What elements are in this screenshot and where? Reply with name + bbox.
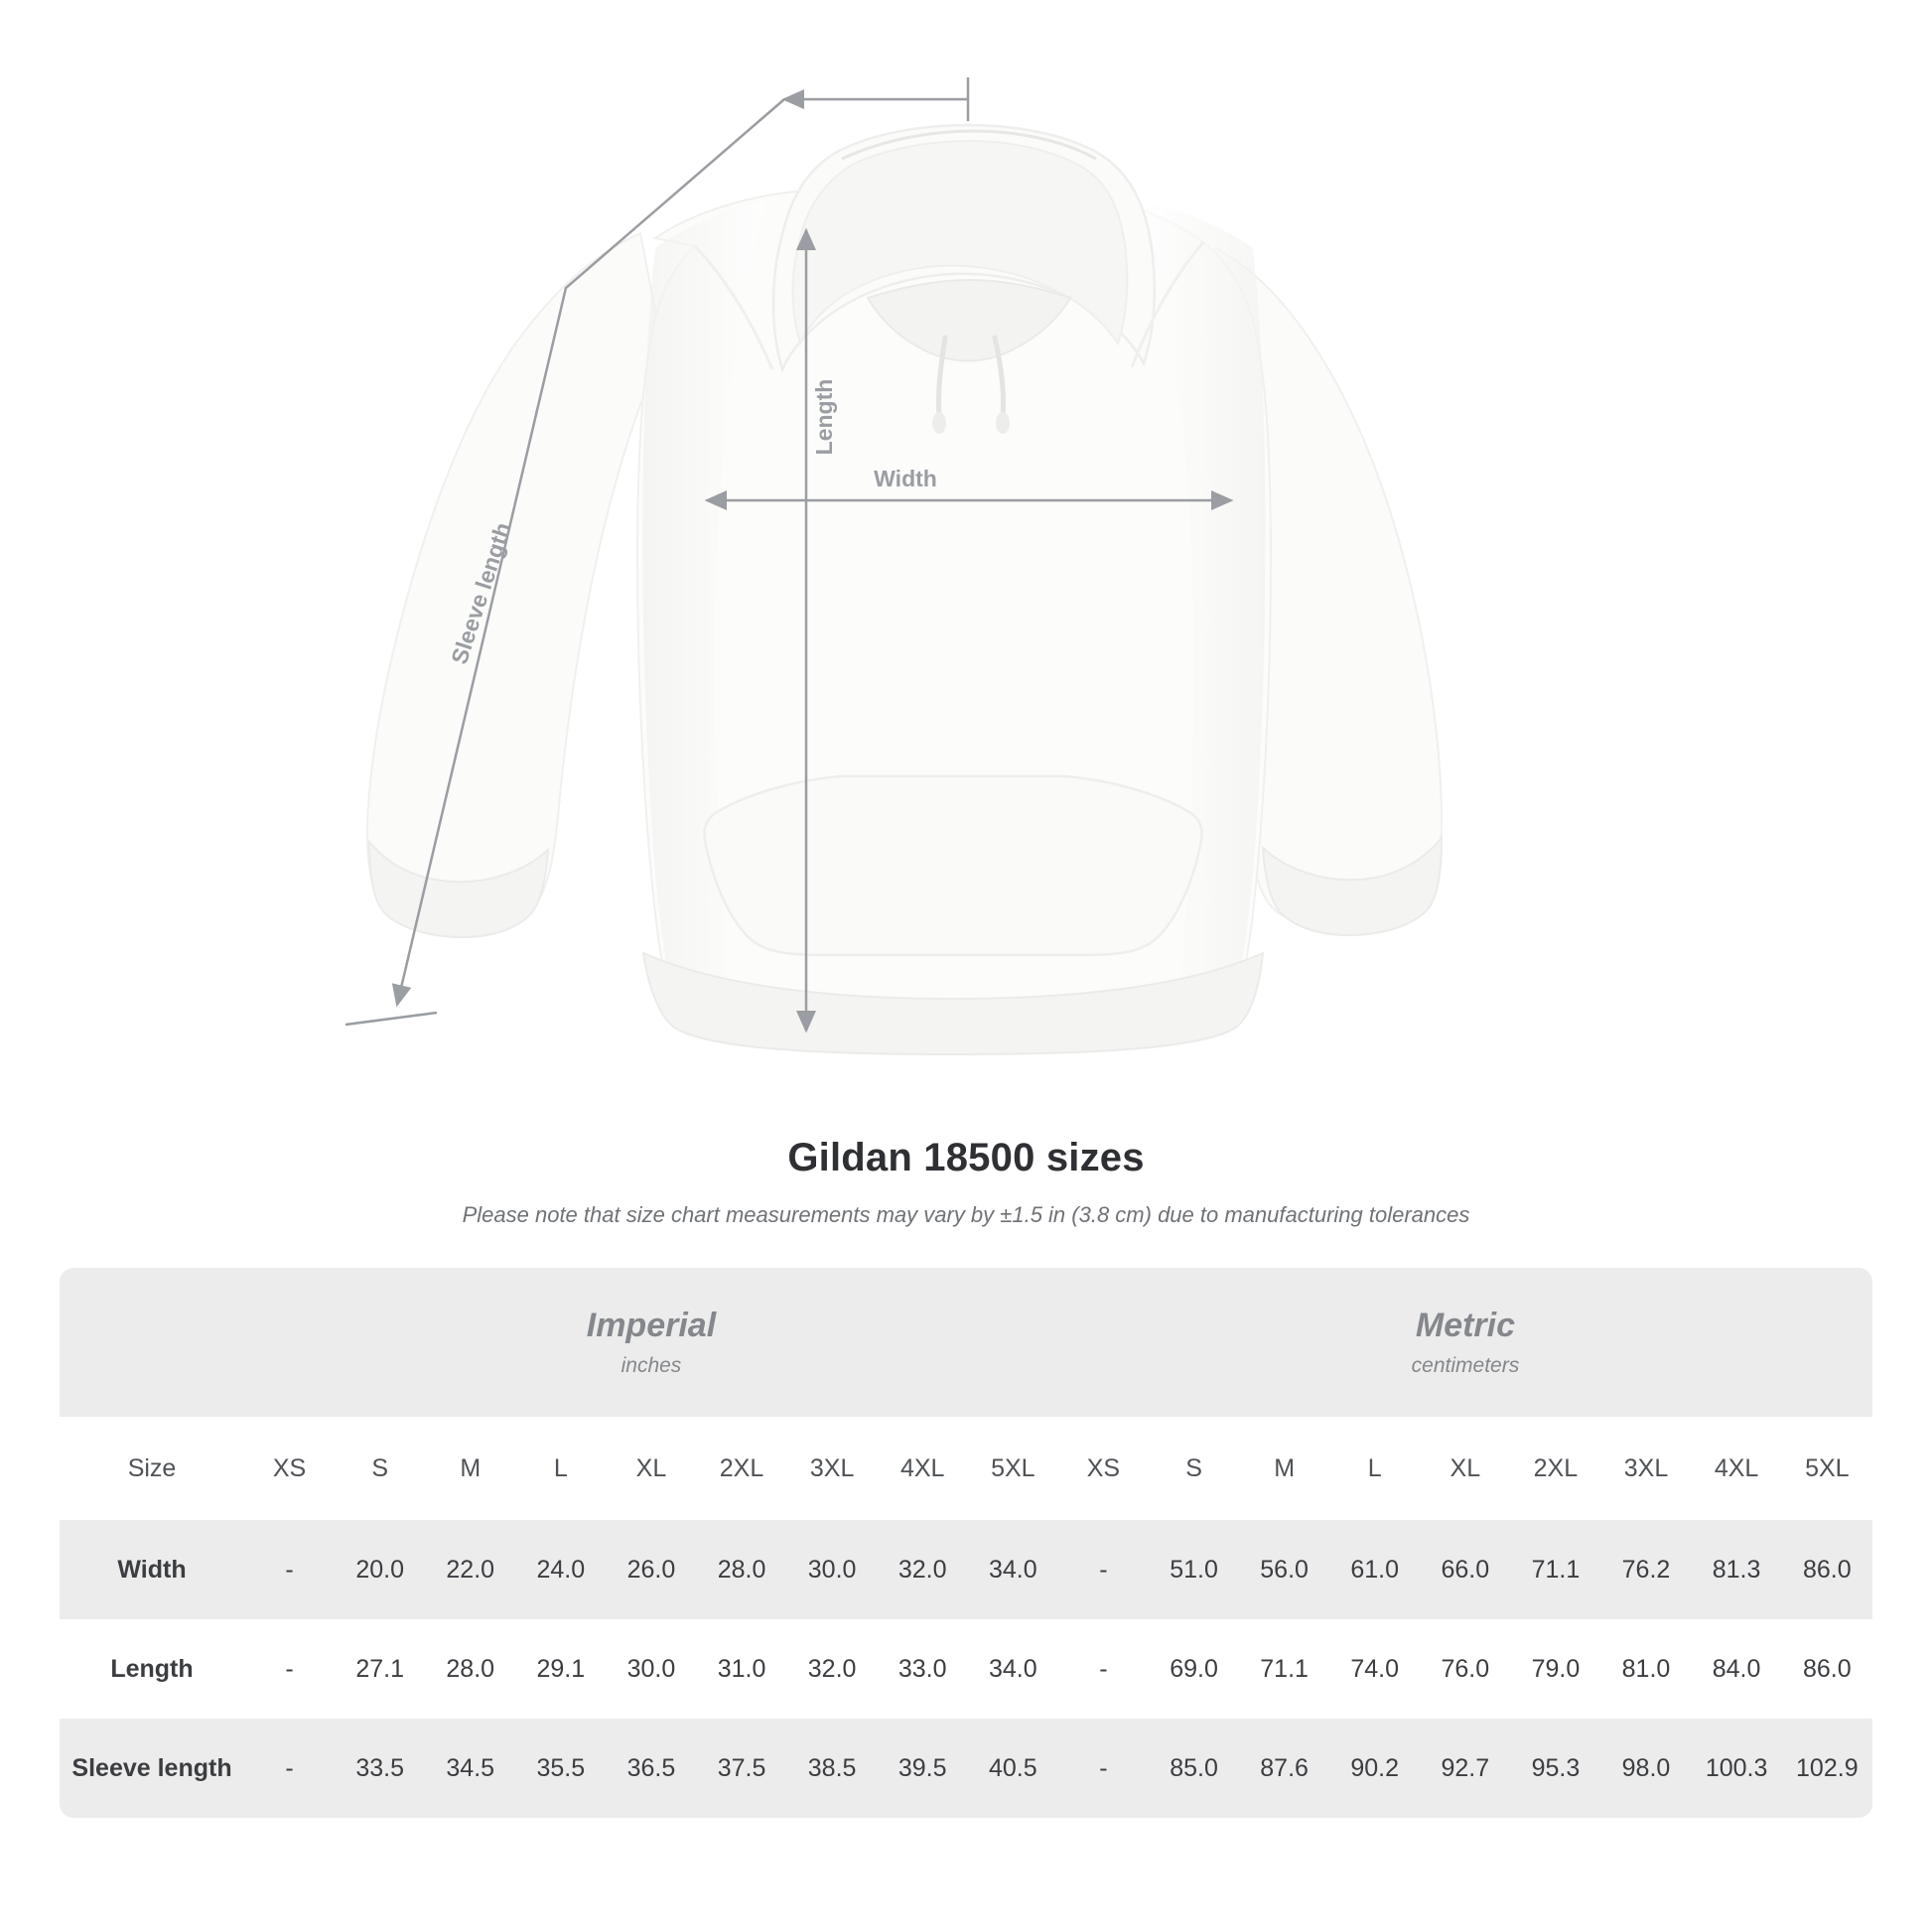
cell-sleeve-imperial-l: 35.5	[515, 1719, 606, 1818]
banner-imperial	[244, 1268, 1058, 1417]
cell-width-metric-2xl: 71.1	[1510, 1520, 1600, 1619]
cell-width-imperial-m: 22.0	[425, 1520, 515, 1619]
cell-sleeve-imperial-4xl: 39.5	[878, 1719, 968, 1818]
cell-sleeve-imperial-xl: 36.5	[606, 1719, 696, 1818]
table-row	[60, 1520, 1872, 1619]
cell-width-imperial-2xl: 28.0	[696, 1520, 786, 1619]
cell-width-metric-m: 56.0	[1239, 1520, 1329, 1619]
cell-sleeve-metric-5xl: 102.9	[1782, 1719, 1872, 1818]
row-label-sleeve-length: Sleeve length	[60, 1719, 244, 1818]
cell-length-imperial-2xl: 31.0	[696, 1619, 786, 1719]
title-block	[0, 1136, 1932, 1228]
cell-length-metric-xl: 76.0	[1420, 1619, 1510, 1719]
header-metric-s: S	[1149, 1417, 1239, 1520]
label-length: Length	[811, 378, 837, 456]
header-imperial-m: M	[425, 1417, 515, 1520]
banner-spacer	[60, 1268, 244, 1417]
header-metric-xl: XL	[1420, 1417, 1510, 1520]
tolerance-note: Please note that size chart measurements may vary by ±1.5 in (3.8 cm) due to manufacturing tolerances	[462, 1202, 1470, 1227]
header-size-label: Size	[60, 1417, 244, 1520]
hoodie-graphic	[367, 125, 1442, 1054]
header-metric-xs: XS	[1058, 1417, 1149, 1520]
label-width: Width	[874, 466, 937, 491]
cell-width-metric-s: 51.0	[1149, 1520, 1239, 1619]
cell-sleeve-metric-xl: 92.7	[1420, 1719, 1510, 1818]
size-table-wrapper	[60, 1268, 1872, 1818]
cell-sleeve-imperial-2xl: 37.5	[696, 1719, 786, 1818]
cell-width-imperial-xs: -	[244, 1520, 335, 1619]
header-metric-l: L	[1329, 1417, 1420, 1520]
banner-imperial-unit: inches	[621, 1353, 682, 1377]
cell-length-imperial-xl: 30.0	[606, 1619, 696, 1719]
cell-sleeve-metric-m: 87.6	[1239, 1719, 1329, 1818]
cell-length-imperial-3xl: 32.0	[787, 1619, 878, 1719]
table-row	[60, 1719, 1872, 1818]
header-metric-m: M	[1239, 1417, 1329, 1520]
cell-length-imperial-m: 28.0	[425, 1619, 515, 1719]
page-title: Gildan 18500 sizes	[787, 1136, 1145, 1179]
cell-width-imperial-4xl: 32.0	[878, 1520, 968, 1619]
header-imperial-3xl: 3XL	[787, 1417, 878, 1520]
cell-length-metric-m: 71.1	[1239, 1619, 1329, 1719]
header-imperial-4xl: 4XL	[878, 1417, 968, 1520]
cell-width-metric-4xl: 81.3	[1692, 1520, 1782, 1619]
cell-length-imperial-s: 27.1	[335, 1619, 425, 1719]
table-row	[60, 1619, 1872, 1719]
header-metric-2xl: 2XL	[1510, 1417, 1600, 1520]
cell-length-metric-5xl: 86.0	[1782, 1619, 1872, 1719]
cell-sleeve-metric-3xl: 98.0	[1600, 1719, 1691, 1818]
cell-sleeve-metric-xs: -	[1058, 1719, 1149, 1818]
header-imperial-xs: XS	[244, 1417, 335, 1520]
size-header-row	[60, 1417, 1872, 1520]
row-label-width: Width	[60, 1520, 244, 1619]
cell-sleeve-metric-s: 85.0	[1149, 1719, 1239, 1818]
cell-width-metric-xs: -	[1058, 1520, 1149, 1619]
banner-metric-unit: centimeters	[1411, 1353, 1520, 1377]
cell-sleeve-imperial-s: 33.5	[335, 1719, 425, 1818]
size-table	[60, 1268, 1872, 1818]
header-imperial-l: L	[515, 1417, 606, 1520]
units-banner-row	[60, 1268, 1872, 1417]
cell-length-imperial-5xl: 34.0	[968, 1619, 1058, 1719]
cell-length-metric-3xl: 81.0	[1600, 1619, 1691, 1719]
cell-sleeve-imperial-3xl: 38.5	[787, 1719, 878, 1818]
cell-length-metric-xs: -	[1058, 1619, 1149, 1719]
cell-sleeve-imperial-m: 34.5	[425, 1719, 515, 1818]
header-metric-4xl: 4XL	[1692, 1417, 1782, 1520]
cell-width-metric-5xl: 86.0	[1782, 1520, 1872, 1619]
cell-length-metric-2xl: 79.0	[1510, 1619, 1600, 1719]
banner-metric-title: Metric	[1415, 1307, 1516, 1345]
label-sleeve-length: Sleeve length	[446, 518, 516, 668]
header-imperial-s: S	[335, 1417, 425, 1520]
cell-length-metric-s: 69.0	[1149, 1619, 1239, 1719]
cell-width-metric-l: 61.0	[1329, 1520, 1420, 1619]
cell-sleeve-metric-2xl: 95.3	[1510, 1719, 1600, 1818]
cell-sleeve-imperial-xs: -	[244, 1719, 335, 1818]
header-metric-3xl: 3XL	[1600, 1417, 1691, 1520]
header-imperial-xl: XL	[606, 1417, 696, 1520]
cell-width-imperial-5xl: 34.0	[968, 1520, 1058, 1619]
cell-width-metric-3xl: 76.2	[1600, 1520, 1691, 1619]
cell-width-metric-xl: 66.0	[1420, 1520, 1510, 1619]
cell-sleeve-metric-4xl: 100.3	[1692, 1719, 1782, 1818]
cell-width-imperial-l: 24.0	[515, 1520, 606, 1619]
cell-length-imperial-xs: -	[244, 1619, 335, 1719]
cell-width-imperial-xl: 26.0	[606, 1520, 696, 1619]
row-label-length: Length	[60, 1619, 244, 1719]
cell-width-imperial-3xl: 30.0	[787, 1520, 878, 1619]
header-metric-5xl: 5XL	[1782, 1417, 1872, 1520]
banner-metric	[1058, 1268, 1872, 1417]
header-imperial-5xl: 5XL	[968, 1417, 1058, 1520]
banner-imperial-title: Imperial	[586, 1307, 717, 1345]
cell-length-imperial-4xl: 33.0	[878, 1619, 968, 1719]
cell-length-metric-4xl: 84.0	[1692, 1619, 1782, 1719]
cell-length-imperial-l: 29.1	[515, 1619, 606, 1719]
cell-width-imperial-s: 20.0	[335, 1520, 425, 1619]
cell-length-metric-l: 74.0	[1329, 1619, 1420, 1719]
cell-sleeve-metric-l: 90.2	[1329, 1719, 1420, 1818]
header-imperial-2xl: 2XL	[696, 1417, 786, 1520]
cell-sleeve-imperial-5xl: 40.5	[968, 1719, 1058, 1818]
